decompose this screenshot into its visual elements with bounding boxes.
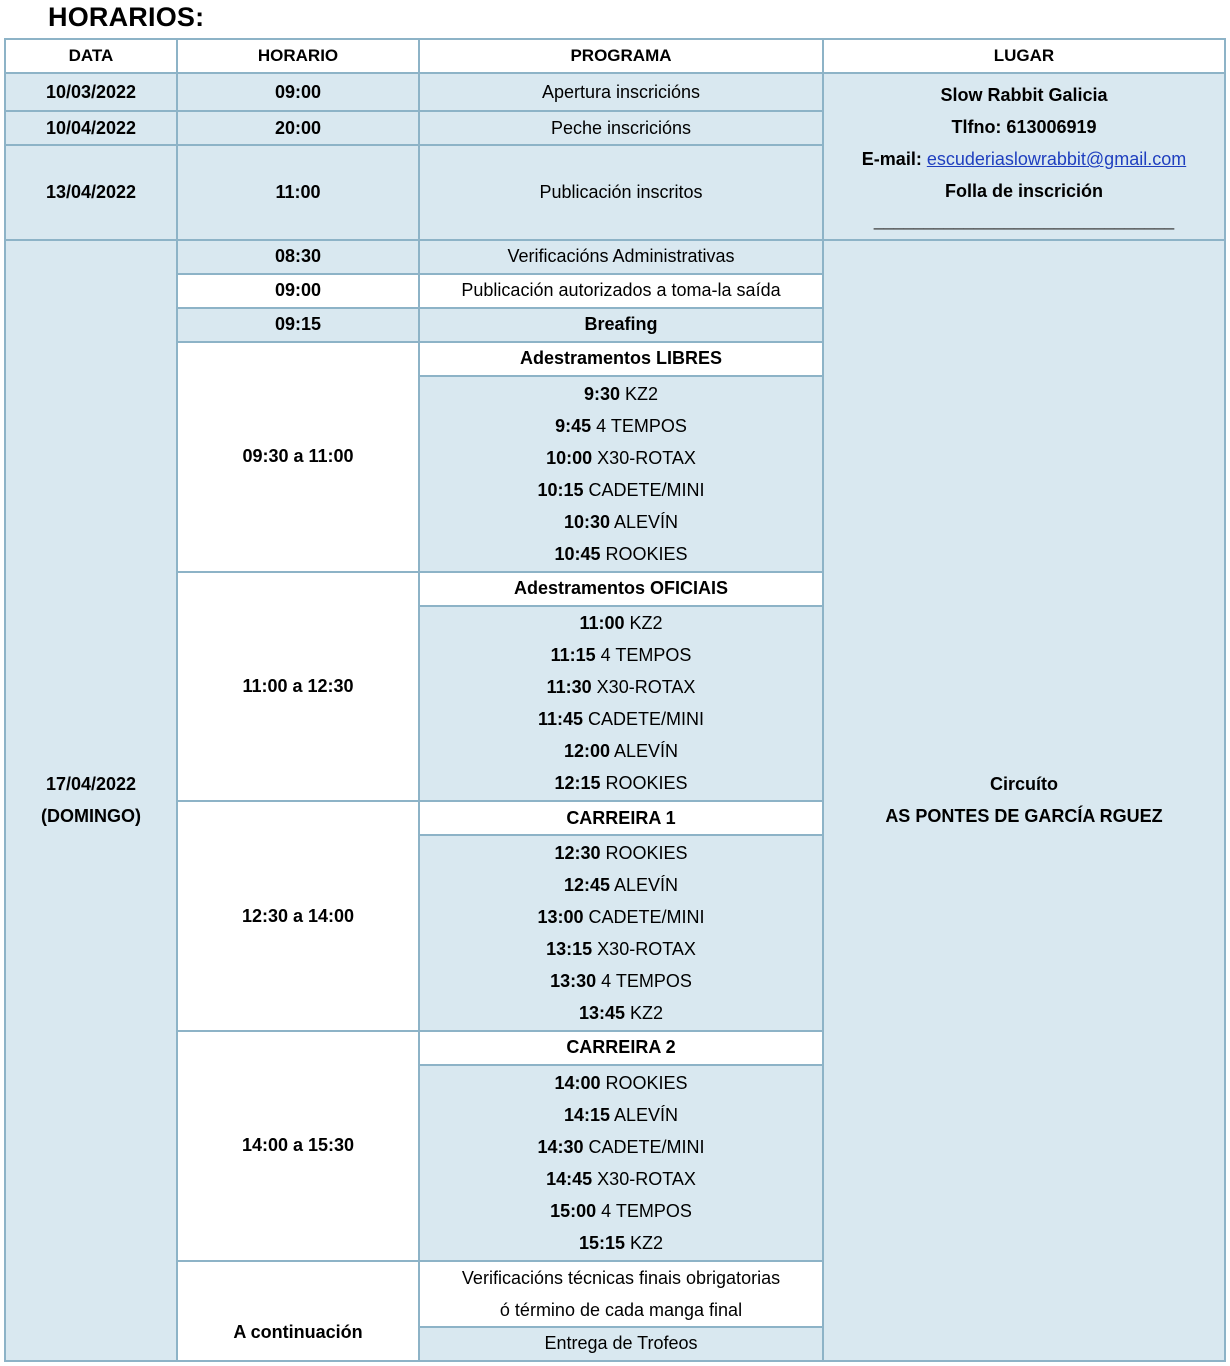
item-time: 14:30 [537, 1136, 584, 1157]
item-class: ALEVÍN [614, 511, 679, 532]
program-cell: Peche inscricións [419, 111, 823, 145]
item-time: 11:00 [579, 613, 625, 634]
item-class: 4 TEMPOS [600, 645, 692, 666]
list-item [420, 1131, 822, 1163]
item-time: 10:00 [546, 447, 593, 468]
list-item [420, 410, 822, 442]
item-class: 4 TEMPOS [601, 971, 692, 992]
date-cell: 10/03/2022 [5, 73, 177, 111]
item-class: ALEVÍN [614, 741, 679, 762]
time-cell: 11:00 [177, 145, 419, 239]
item-class: KZ2 [625, 383, 659, 404]
event-date-cell [5, 240, 177, 1361]
organizer-name: Slow Rabbit Galicia [940, 85, 1108, 106]
item-class: ROOKIES [605, 1072, 688, 1093]
list-item [420, 538, 822, 570]
list-item [420, 1067, 822, 1099]
program-cell: Apertura inscricións [419, 73, 823, 111]
list-item [420, 767, 822, 799]
block-items-cell [419, 835, 823, 1031]
venue-line2: AS PONTES DE GARCÍA RGUEZ [885, 806, 1163, 827]
item-class: CADETE/MINI [588, 1136, 705, 1157]
list-item [420, 506, 822, 538]
header-row [5, 39, 1225, 73]
item-class: ROOKIES [605, 543, 688, 564]
col-header-lugar: LUGAR [823, 39, 1225, 73]
list-item [420, 997, 822, 1029]
time-cell: 09:00 [177, 73, 419, 111]
block-heading: CARREIRA 1 [419, 801, 823, 835]
item-class: KZ2 [630, 1003, 664, 1024]
item-time: 9:30 [583, 383, 620, 404]
item-class: ALEVÍN [614, 1104, 679, 1125]
item-class: CADETE/MINI [588, 907, 705, 928]
final-verification-line2: ó término de cada manga final [499, 1299, 743, 1320]
list-item [420, 1163, 822, 1195]
item-class: ALEVÍN [614, 875, 679, 896]
program-cell: Publicación autorizados a toma-la saída [419, 274, 823, 308]
item-time: 13:15 [546, 939, 593, 960]
block-items-cell [419, 376, 823, 572]
venue-cell [823, 240, 1225, 1361]
item-time: 14:15 [563, 1104, 610, 1125]
item-time: 12:15 [554, 773, 601, 794]
col-header-data: DATA [5, 39, 177, 73]
email-label: E-mail: [861, 149, 922, 170]
time-cell: 09:15 [177, 308, 419, 342]
item-time: 14:00 [554, 1072, 601, 1093]
awards-cell: Entrega de Trofeos [419, 1327, 823, 1361]
item-time: 12:45 [563, 875, 610, 896]
list-item [420, 1099, 822, 1131]
item-time: 13:00 [537, 907, 584, 928]
event-day: (DOMINGO) [41, 806, 141, 827]
item-class: ROOKIES [605, 843, 688, 864]
block-heading: Adestramentos LIBRES [419, 342, 823, 376]
organizer-email-line [824, 143, 1224, 175]
list-item [420, 703, 822, 735]
page-title: HORARIOS: [48, 2, 205, 32]
table-row [5, 73, 1225, 111]
venue-line1: Circuíto [989, 774, 1058, 795]
time-cell: 09:00 [177, 274, 419, 308]
col-header-horario: HORARIO [177, 39, 419, 73]
block-time-cell: 09:30 a 11:00 [177, 342, 419, 572]
event-date: 17/04/2022 [45, 774, 137, 795]
email-link[interactable]: escuderiaslowrabbit@gmail.com [926, 149, 1187, 170]
final-verification-line1: Verificacións técnicas finais obrigatorias [461, 1267, 781, 1288]
list-item [420, 837, 822, 869]
program-cell: Publicación inscritos [419, 145, 823, 239]
table-row [5, 240, 1225, 274]
item-time: 12:30 [554, 843, 601, 864]
list-item [420, 1227, 822, 1259]
item-time: 10:30 [563, 511, 610, 532]
list-item [420, 869, 822, 901]
list-item [420, 671, 822, 703]
time-cell: 08:30 [177, 240, 419, 274]
item-class: X30-ROTAX [597, 447, 696, 468]
item-class: X30-ROTAX [597, 939, 696, 960]
date-cell: 10/04/2022 [5, 111, 177, 145]
item-time: 14:45 [546, 1168, 593, 1189]
block-time-cell: 12:30 a 14:00 [177, 801, 419, 1031]
item-class: CADETE/MINI [588, 479, 705, 500]
list-item [420, 378, 822, 410]
item-time: 13:30 [550, 971, 597, 992]
list-item [420, 1195, 822, 1227]
item-class: 4 TEMPOS [596, 415, 687, 436]
item-time: 15:15 [578, 1232, 625, 1253]
block-items-cell [419, 606, 823, 802]
item-time: 12:00 [563, 741, 610, 762]
col-header-programa: PROGRAMA [419, 39, 823, 73]
registration-form-label[interactable]: Folla de inscrición [944, 181, 1104, 202]
item-class: X30-ROTAX [597, 1168, 696, 1189]
form-underline: ______________________________ [873, 210, 1175, 231]
block-heading: CARREIRA 2 [419, 1031, 823, 1065]
item-time: 15:00 [550, 1200, 597, 1221]
time-cell: 20:00 [177, 111, 419, 145]
item-time: 13:45 [578, 1003, 625, 1024]
item-class: KZ2 [629, 613, 663, 634]
final-verification-cell [419, 1261, 823, 1327]
block-time-cell: 11:00 a 12:30 [177, 572, 419, 802]
lugar-organizer-cell [823, 73, 1225, 239]
item-time: 10:15 [537, 479, 584, 500]
final-time-cell: A continuación [177, 1261, 419, 1361]
organizer-phone: Tlfno: 613006919 [951, 117, 1097, 138]
list-item [420, 607, 822, 639]
schedule-table [4, 38, 1226, 1362]
item-class: CADETE/MINI [588, 709, 705, 730]
list-item [420, 735, 822, 767]
item-time: 9:45 [555, 415, 592, 436]
list-item [420, 965, 822, 997]
program-cell: Verificacións Administrativas [419, 240, 823, 274]
item-class: 4 TEMPOS [601, 1200, 692, 1221]
list-item [420, 442, 822, 474]
item-time: 11:15 [550, 645, 596, 666]
block-items-cell [419, 1065, 823, 1261]
list-item [420, 901, 822, 933]
item-time: 10:45 [554, 543, 601, 564]
item-time: 11:45 [537, 709, 583, 730]
item-class: ROOKIES [605, 773, 688, 794]
list-item [420, 933, 822, 965]
list-item [420, 639, 822, 671]
list-item [420, 474, 822, 506]
date-cell: 13/04/2022 [5, 145, 177, 239]
item-class: X30-ROTAX [596, 677, 696, 698]
block-time-cell: 14:00 a 15:30 [177, 1031, 419, 1261]
item-class: KZ2 [630, 1232, 664, 1253]
block-heading: Adestramentos OFICIAIS [419, 572, 823, 606]
item-time: 11:30 [546, 677, 592, 698]
program-cell: Breafing [419, 308, 823, 342]
